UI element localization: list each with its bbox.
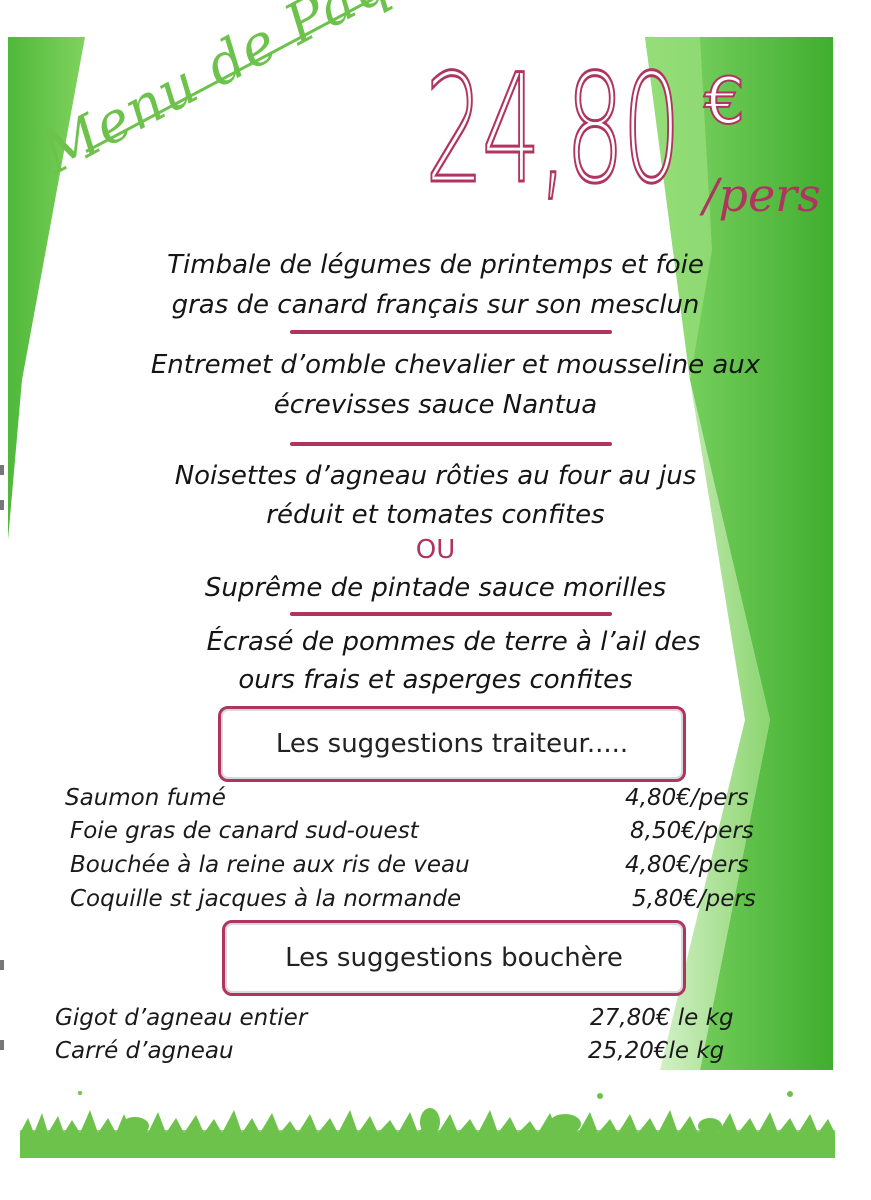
menu-price: 24,80 (425, 43, 679, 217)
dish-4-line-1: Suprême de pintade sauce morilles (204, 573, 667, 603)
dish-3-line-2: réduit et tomates confites (266, 500, 605, 530)
bouchere-item-price: 25,20€le kg (588, 1038, 725, 1064)
dish-3-line-1: Noisettes d’agneau rôties au four au jus (174, 461, 697, 491)
separator (290, 330, 612, 334)
traiteur-heading-box (218, 706, 686, 782)
separator (290, 612, 612, 616)
traiteur-item-price: 4,80€/pers (625, 852, 749, 878)
or-label: OU (415, 535, 456, 565)
scan-mark (0, 1040, 4, 1050)
dish-2-line-2: écrevisses sauce Nantua (273, 390, 598, 420)
traiteur-item-name: Foie gras de canard sud-ouest (70, 818, 419, 844)
bouchere-item-name: Gigot d’agneau entier (55, 1005, 308, 1031)
bouchere-heading-box (222, 920, 686, 996)
bouchere-heading: Les suggestions bouchère (285, 943, 623, 973)
per-person-label: /pers (703, 168, 821, 222)
dish-1-line-2: gras de canard français sur son mesclun (171, 290, 700, 320)
bouchere-item-name: Carré d’agneau (55, 1038, 234, 1064)
scan-mark (0, 960, 4, 970)
traiteur-item-price: 4,80€/pers (625, 785, 749, 811)
traiteur-item-price: 5,80€/pers (632, 886, 756, 912)
separator (290, 442, 612, 446)
traiteur-item-name: Coquille st jacques à la normande (70, 886, 462, 912)
grass-border-decoration (20, 1088, 835, 1158)
bouchere-item-price: 27,80€ le kg (590, 1005, 734, 1031)
traiteur-item-price: 8,50€/pers (630, 818, 754, 844)
traiteur-heading: Les suggestions traiteur..... (275, 729, 629, 759)
currency-symbol: € (704, 65, 745, 139)
dish-5-line-2: ours frais et asperges confites (238, 665, 633, 695)
traiteur-item-name: Saumon fumé (65, 785, 226, 811)
traiteur-item-name: Bouchée à la reine aux ris de veau (70, 852, 470, 878)
dish-2-line-1: Entremet d’omble chevalier et mousseline aux (150, 350, 761, 380)
dish-1-line-1: Timbale de légumes de printemps et foie (167, 250, 704, 280)
dish-5-line-1: Écrasé de pommes de terre à l’ail des (206, 627, 701, 657)
